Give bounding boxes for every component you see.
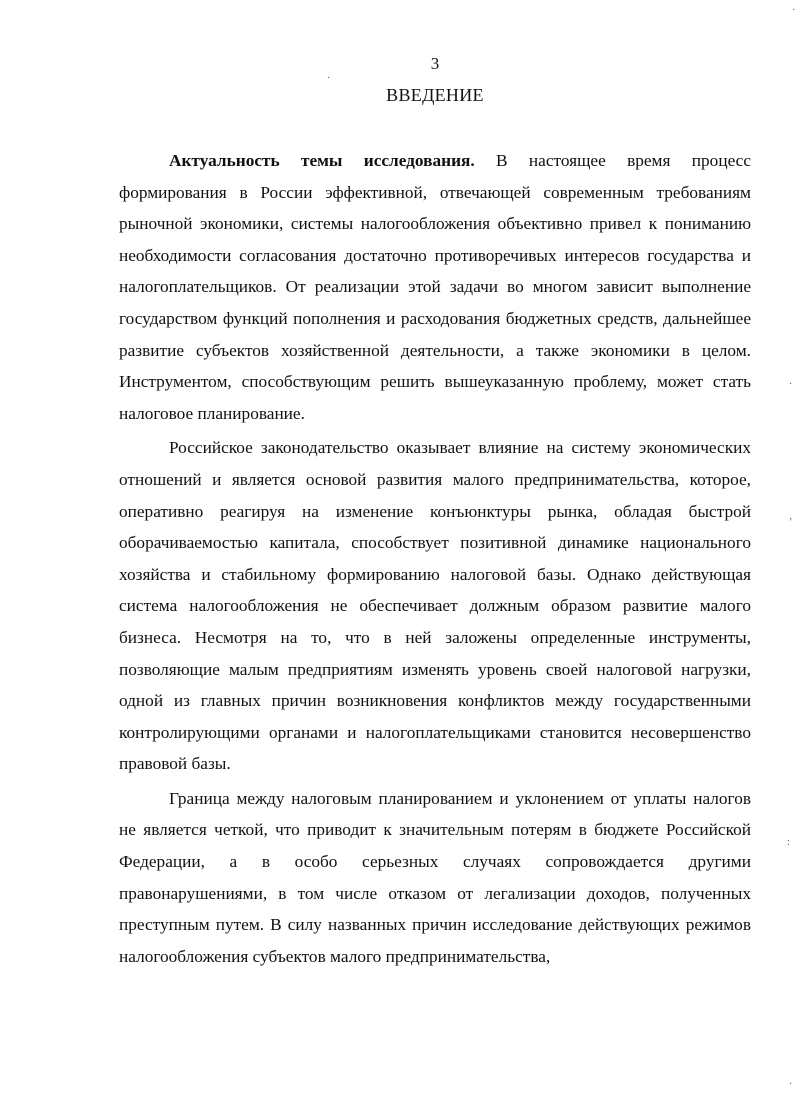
paragraph-tax-planning-boundary	[119, 783, 751, 973]
paragraph-relevance	[119, 145, 751, 429]
section-heading: ВВЕДЕНИЕ	[386, 85, 484, 105]
scan-speck: ʼ	[789, 517, 793, 528]
scan-speck: ·	[789, 379, 793, 390]
paragraph-legislation	[119, 432, 751, 780]
scan-speck: ·	[789, 1079, 793, 1090]
paragraph-text: Граница между налоговым планированием и уклонением от уплаты налогов не является четкой, что приводит к значительным потерям в бюджете Российской Федерации, а в особо серьезных случаях сопровождается другими правонарушениями, в том числе отказом от легализации доходов, полученных преступным путем. В силу названных причин исследование действующих режимов налогообложения субъектов малого предпринимательства,	[119, 788, 751, 966]
body-text	[119, 145, 751, 972]
paragraph-lead: Актуальность темы исследования.	[169, 151, 475, 170]
paragraph-text: Российское законодательство оказывает влияние на систему экономических отношений и является основой развития малого предпринимательства, которое, оперативно реагируя на изменение конъюнктуры рынка, обладая быстрой оборачиваемостью капитала, способствует позитивной динамике национального хозяйства и стабильному формированию налоговой базы. Однако действующая система налогообложения не обеспечивает должным образом развитие малого бизнеса. Несмотря на то, что в ней заложены определенные инструменты, позволяющие малым предприятиям изменять уровень своей налоговой нагрузки, одной из главных причин возникновения конфликтов между государственными контролирующими органами и налогоплательщиками становится несовершенство правовой базы.	[119, 438, 751, 774]
scan-speck: ·	[327, 73, 331, 84]
scan-speck: ·	[792, 5, 796, 16]
paragraph-text: В настоящее время процесс формирования в России эффективной, отвечающей современным требованиям рыночной экономики, системы налогообложения объективно привел к пониманию необходимости согласования достаточно противоречивых интересов государства и налогоплательщиков. От реализации этой задачи во многом зависит выполнение государством функций пополнения и расходования бюджетных средств, дальнейшее развитие субъектов хозяйственной деятельности, а также экономики в целом. Инструментом, способствующим решить вышеуказанную проблему, может стать налоговое планирование.	[119, 151, 752, 423]
page-number: 3	[430, 54, 440, 73]
scan-speck: :	[787, 837, 790, 848]
